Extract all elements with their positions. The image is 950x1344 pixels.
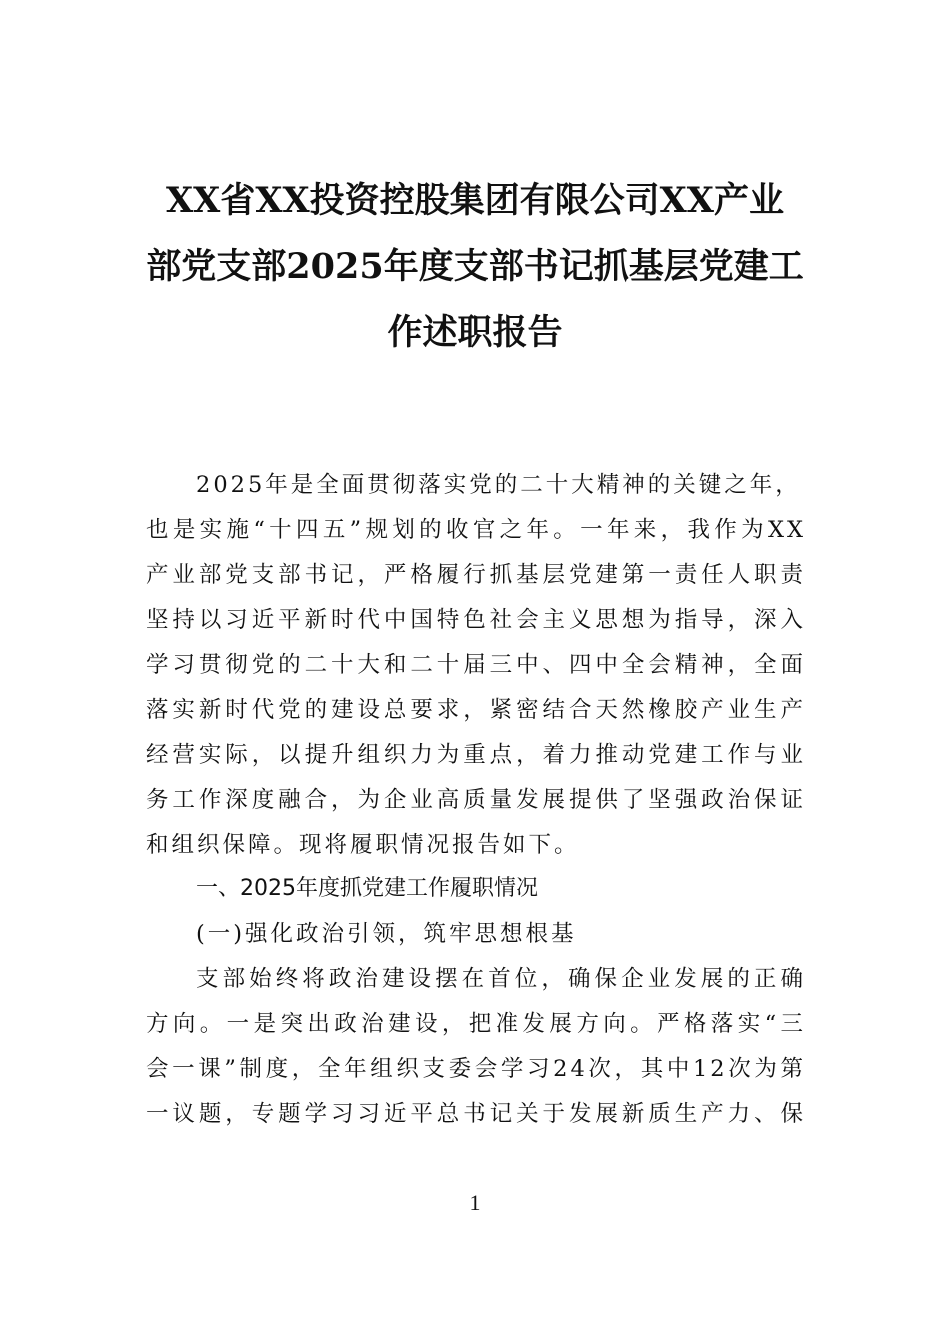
title-line: 部党支部2025年度支部书记抓基层党建工 bbox=[146, 246, 804, 287]
paragraph-line: 坚持以习近平新时代中国特色社会主义思想为指导，深入 bbox=[146, 607, 806, 633]
paragraph-line: 支部始终将政治建设摆在首位，确保企业发展的正确 bbox=[196, 966, 806, 992]
section-heading: 一、2025年度抓党建工作履职情况 bbox=[196, 876, 538, 901]
title-line: XX省XX投资控股集团有限公司XX产业 bbox=[166, 180, 784, 221]
paragraph-line: 方向。一是突出政治建设，把准发展方向。严格落实“三 bbox=[146, 1011, 806, 1037]
paragraph-line: 2025年是全面贯彻落实党的二十大精神的关键之年， bbox=[196, 472, 801, 498]
paragraph-line: 会一课”制度，全年组织支委会学习24次，其中12次为第 bbox=[146, 1056, 806, 1082]
page-number: 1 bbox=[469, 1190, 481, 1215]
paragraph-line: 学习贯彻党的二十大和二十届三中、四中全会精神，全面 bbox=[146, 652, 806, 678]
paragraph-line: 也是实施“十四五”规划的收官之年。一年来，我作为XX bbox=[146, 517, 806, 543]
paragraph-line: 和组织保障。现将履职情况报告如下。 bbox=[146, 832, 580, 858]
paragraph-line: 务工作深度融合，为企业高质量发展提供了坚强政治保证 bbox=[146, 787, 806, 813]
document-title bbox=[140, 168, 810, 366]
paragraph-line: 一议题，专题学习习近平总书记关于发展新质生产力、保 bbox=[146, 1101, 806, 1127]
paragraph-line: 产业部党支部书记，严格履行抓基层党建第一责任人职责 bbox=[146, 562, 806, 588]
title-line: 作述职报告 bbox=[387, 312, 563, 353]
paragraph-line: 经营实际，以提升组织力为重点，着力推动党建工作与业 bbox=[146, 742, 806, 768]
subsection-heading: (一)强化政治引领，筑牢思想根基 bbox=[196, 921, 577, 947]
paragraph-line: 落实新时代党的建设总要求，紧密结合天然橡胶产业生产 bbox=[146, 697, 806, 723]
